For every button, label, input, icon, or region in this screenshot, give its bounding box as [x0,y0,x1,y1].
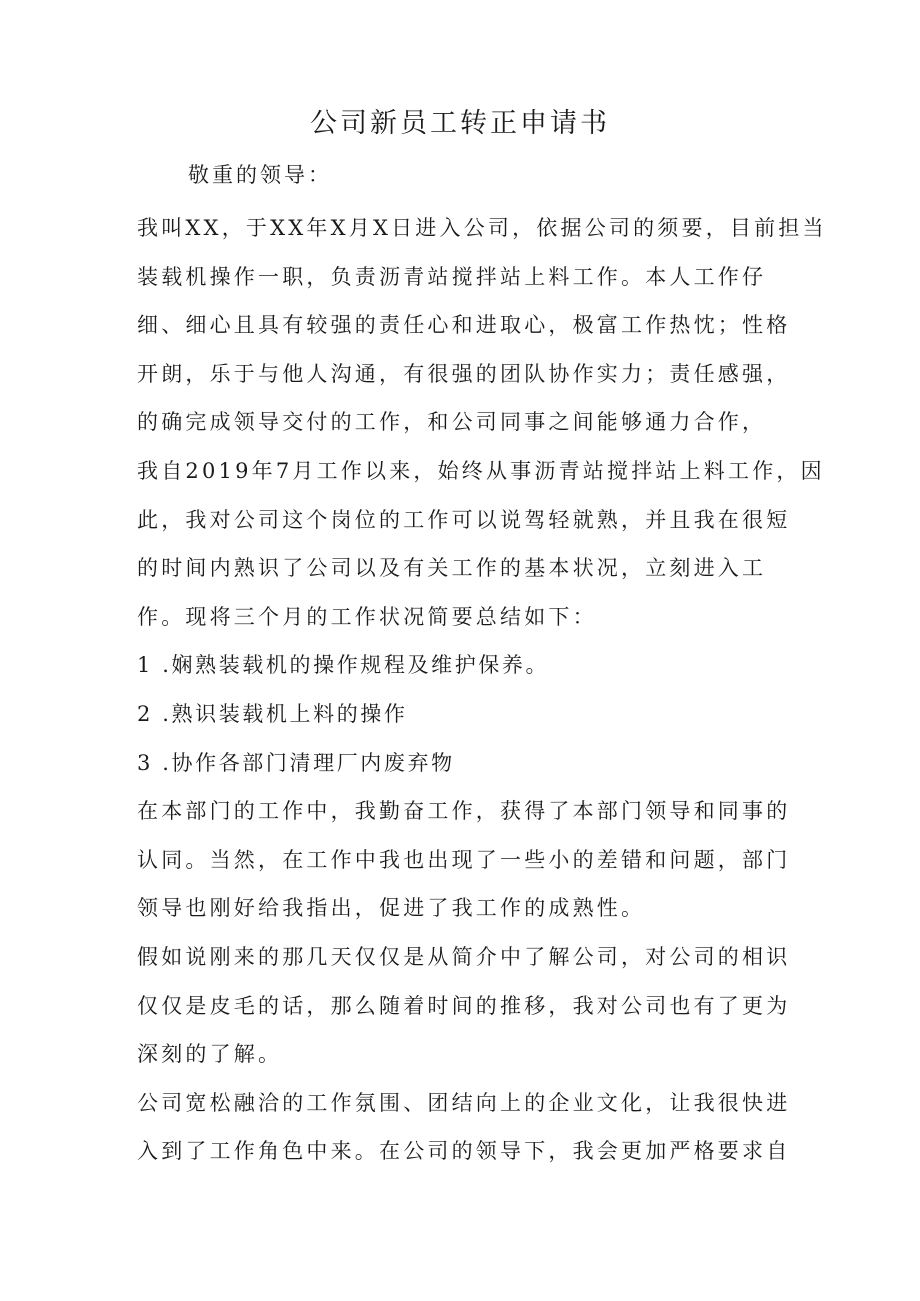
body-line: 入到了工作角色中来。在公司的领导下，我会更加严格要求自 [137,1139,791,1164]
body-line: 深刻的了解。 [137,1042,283,1067]
body-line: 的确完成领导交付的工作，和公司同事之间能够通力合作， [137,410,767,435]
body-line: 领导也刚好给我指出，促进了我工作的成熟性。 [137,896,646,921]
body-line: 细、细心且具有较强的责任心和进取心，极富工作热忱；性格 [137,313,791,338]
body-line: 仅仅是皮毛的话，那么随着时间的推移，我对公司也有了更为 [137,993,791,1018]
body-line: 此，我对公司这个岗位的工作可以说驾轻就熟，并且我在很短 [137,507,791,532]
document-title: 公司新员工转正申请书 [310,108,610,139]
body-line: 在本部门的工作中，我勤奋工作，获得了本部门领导和同事的 [137,799,791,824]
body-line: 装载机操作一职，负责沥青站搅拌站上料工作。本人工作仔 [137,264,767,289]
list-item: 3 .协作各部门清理厂内废弃物 [137,750,455,775]
salutation: 敬重的领导： [188,163,332,187]
body-line: 公司宽松融洽的工作氛围、团结向上的企业文化，让我很快进 [137,1090,791,1115]
body-line: 认同。当然，在工作中我也出现了一些小的差错和问题，部门 [137,847,791,872]
body-line: 开朗，乐于与他人沟通，有很强的团队协作实力；责任感强， [137,361,791,386]
list-item: 1 .娴熟装载机的操作规程及维护保养。 [137,653,550,678]
body-line: 作。现将三个月的工作状况简要总结如下： [137,604,597,629]
body-line: 的时间内熟识了公司以及有关工作的基本状况，立刻进入工 [137,556,767,581]
body-line: 我自2019年7月工作以来，始终从事沥青站搅拌站上料工作，因 [137,458,825,483]
list-item: 2 .熟识装载机上料的操作 [137,701,408,726]
body-line: 假如说刚来的那几天仅仅是从简介中了解公司，对公司的相识 [137,944,791,969]
document-body [137,204,827,1176]
body-line: 我叫XX，于XX年X月X日进入公司，依据公司的须要，目前担当 [137,216,827,240]
